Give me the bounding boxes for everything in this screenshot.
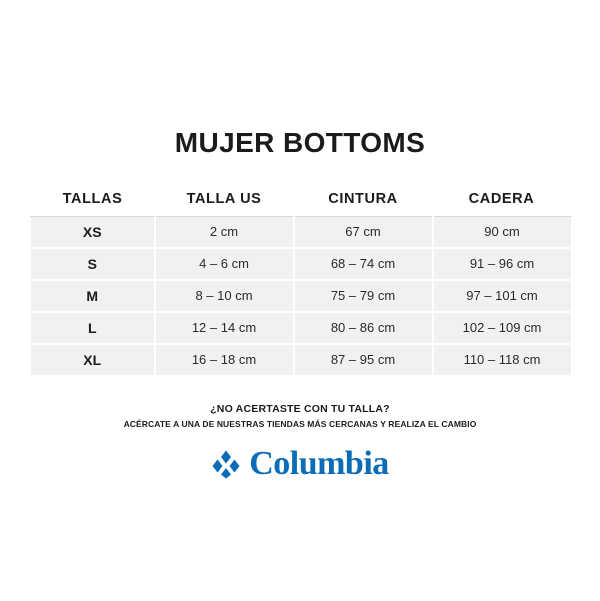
table-row [31, 312, 571, 344]
cell-cintura: 67 cm [294, 216, 433, 248]
cell-cintura: 87 – 95 cm [294, 344, 433, 375]
cell-cintura: 75 – 79 cm [294, 280, 433, 312]
cell-cadera: 91 – 96 cm [433, 248, 571, 280]
cell-cintura: 68 – 74 cm [294, 248, 433, 280]
footer-instruction: ACÉRCATE A UNA DE NUESTRAS TIENDAS MÁS CERCANAS Y REALIZA EL CAMBIO [123, 418, 477, 429]
cell-size: XL [31, 344, 155, 375]
brand-name: Columbia [249, 444, 389, 482]
brand-logo [30, 444, 570, 482]
table-body [31, 216, 571, 375]
cell-cadera: 90 cm [433, 216, 571, 248]
cell-talla-us: 16 – 18 cm [155, 344, 294, 375]
table-row [31, 344, 571, 375]
cell-cadera: 102 – 109 cm [433, 312, 571, 344]
size-chart-table [30, 181, 571, 375]
cell-cadera: 110 – 118 cm [433, 344, 571, 375]
cell-talla-us: 2 cm [155, 216, 294, 248]
table-header [31, 181, 571, 216]
table-header-row [31, 181, 571, 216]
cell-size: L [31, 312, 155, 344]
table-row [31, 248, 571, 280]
cell-size: XS [31, 216, 155, 248]
cell-talla-us: 4 – 6 cm [155, 248, 294, 280]
column-header-talla-us: TALLA US [155, 181, 294, 216]
footer [30, 403, 570, 481]
table-row [31, 216, 571, 248]
size-chart-content [30, 128, 570, 481]
column-header-cintura: CINTURA [294, 181, 433, 216]
cell-cintura: 80 – 86 cm [294, 312, 433, 344]
cell-talla-us: 8 – 10 cm [155, 280, 294, 312]
cell-talla-us: 12 – 14 cm [155, 312, 294, 344]
columbia-diamond-logo-icon [211, 449, 241, 479]
column-header-cadera: CADERA [433, 181, 571, 216]
cell-cadera: 97 – 101 cm [433, 280, 571, 312]
table-row [31, 280, 571, 312]
column-header-tallas: TALLAS [31, 181, 155, 216]
cell-size: S [31, 248, 155, 280]
footer-question: ¿NO ACERTASTE CON TU TALLA? [210, 402, 390, 415]
page-title: MUJER BOTTOMS [174, 127, 426, 158]
cell-size: M [31, 280, 155, 312]
